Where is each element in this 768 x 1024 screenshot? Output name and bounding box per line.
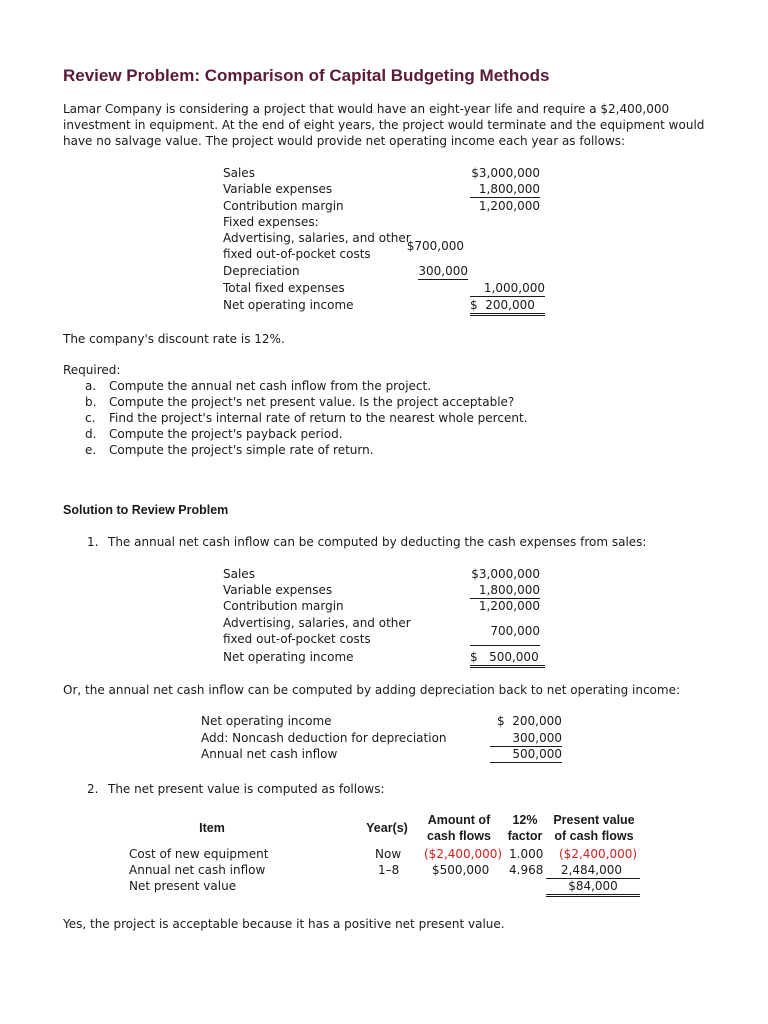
sales-value: $3,000,000 (471, 166, 540, 180)
s1-adv-label-1: Advertising, salaries, and other (223, 616, 411, 630)
step-2-number: 2. (87, 782, 99, 796)
page-title: Review Problem: Comparison of Capital Budgeting Methods (63, 66, 550, 85)
s1-noi-label: Net operating income (223, 650, 354, 664)
npv-row-amount: $500,000 (432, 863, 490, 877)
required-item: c. Find the project's internal rate of return to the nearest whole percent. (85, 411, 528, 425)
s1-sales-value: $3,000,000 (471, 567, 540, 581)
noi-value: $ 200,000 (470, 297, 545, 316)
discount-rate-text: The company's discount rate is 12%. (63, 332, 285, 346)
col-header-pv-1: Present value (553, 813, 635, 827)
s1-variable-value: 1,800,000 (470, 582, 540, 599)
step-1-text: The annual net cash inflow can be computed by deducting the cash expenses from sales: (108, 535, 647, 549)
s1-cm-value: 1,200,000 (478, 599, 540, 613)
col-header-item: Item (199, 821, 225, 835)
alt-add-value: 300,000 (490, 730, 562, 747)
total-fixed-label: Total fixed expenses (223, 281, 345, 295)
alt-annual-label: Annual net cash inflow (201, 747, 338, 761)
col-header-amount-1: Amount of (427, 813, 491, 827)
sales-label: Sales (223, 166, 255, 180)
cm-value: 1,200,000 (478, 199, 540, 213)
advertising-label-1: Advertising, salaries, and other (223, 231, 411, 245)
npv-value: $84,000 (546, 878, 640, 897)
col-header-pv-2: of cash flows (554, 829, 634, 843)
required-label: Required: (63, 363, 121, 377)
npv-row-item: Annual net cash inflow (129, 863, 266, 877)
variable-value: 1,800,000 (470, 181, 540, 198)
npv-row-pv: ($2,400,000) (559, 847, 638, 861)
npv-label: Net present value (129, 879, 237, 893)
npv-row-factor: 1.000 (509, 847, 544, 861)
variable-label: Variable expenses (223, 182, 333, 196)
alt-annual-value: 500,000 (490, 746, 562, 763)
required-item: d. Compute the project's payback period. (85, 427, 343, 441)
solution-heading: Solution to Review Problem (63, 503, 229, 517)
alt-noi-label: Net operating income (201, 714, 332, 728)
required-item: a. Compute the annual net cash inflow from the project. (85, 379, 432, 393)
npv-row-amount: ($2,400,000) (424, 847, 503, 861)
col-header-factor-1: 12% (512, 813, 538, 827)
total-fixed-value: 1,000,000 (470, 280, 545, 297)
s1-variable-label: Variable expenses (223, 583, 333, 597)
intro-paragraph: Lamar Company is considering a project that would have an eight-year life and require a $2,400,000 investment in equipment. At the end of eight years, the project would terminate and the equipment would have no salvage value. The project would provide net operating income each year as follows: (63, 102, 705, 148)
advertising-value: $700,000 (406, 239, 464, 253)
s1-adv-label-2: fixed out-of-pocket costs (223, 632, 371, 646)
s1-cm-label: Contribution margin (223, 599, 344, 613)
conclusion-text: Yes, the project is acceptable because it has a positive net present value. (63, 917, 505, 931)
required-item: e. Compute the project's simple rate of return. (85, 443, 374, 457)
s1-noi-value: $ 500,000 (470, 649, 545, 668)
alt-add-label: Add: Noncash deduction for depreciation (201, 731, 447, 745)
alt-noi-value: $ 200,000 (497, 714, 562, 728)
s1-sales-label: Sales (223, 567, 255, 581)
npv-row-pv: 2,484,000 (546, 862, 640, 879)
noi-label: Net operating income (223, 298, 354, 312)
step-1-number: 1. (87, 535, 99, 549)
col-header-amount-2: cash flows (427, 829, 491, 843)
alt-text: Or, the annual net cash inflow can be computed by adding depreciation back to net operating income: (63, 683, 680, 697)
col-header-years: Year(s) (366, 821, 408, 835)
step-2-text: The net present value is computed as follows: (108, 782, 385, 796)
npv-row-years: 1–8 (378, 863, 400, 877)
npv-row-years: Now (375, 847, 402, 861)
depreciation-label: Depreciation (223, 264, 300, 278)
cm-label: Contribution margin (223, 199, 344, 213)
required-item: b. Compute the project's net present value. Is the project acceptable? (85, 395, 515, 409)
s1-adv-value: 700,000 (470, 623, 540, 646)
fixed-header: Fixed expenses: (223, 215, 319, 229)
advertising-label-2: fixed out-of-pocket costs (223, 247, 371, 261)
npv-row-item: Cost of new equipment (129, 847, 269, 861)
npv-row-factor: 4.968 (509, 863, 544, 877)
depreciation-value: 300,000 (418, 264, 468, 278)
col-header-factor-2: factor (507, 829, 543, 843)
